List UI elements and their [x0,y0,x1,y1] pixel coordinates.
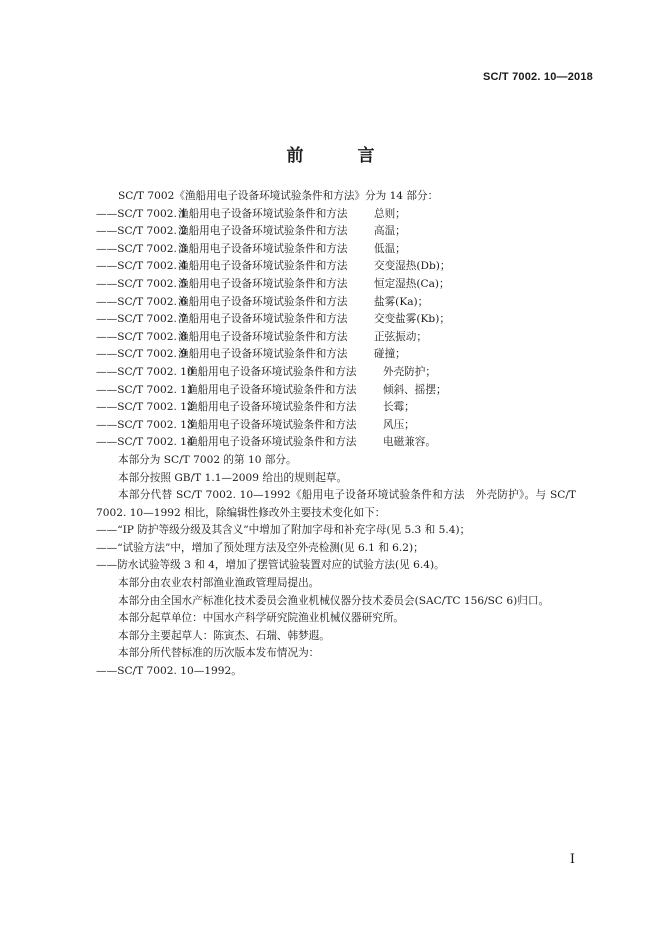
part-item [96,364,576,382]
part-test: 碰撞； [374,348,406,361]
series-intro: SC/T 7002《渔船用电子设备环境试验条件和方法》分为 14 部分： [118,190,439,202]
part-code: ——SC/T 7002. 14 [96,436,194,449]
part-name: 渔船用电子设备环境试验条件和方法 [178,295,348,308]
drafting-unit-statement: 本部分起草单位：中国水产科学研究院渔业机械仪器研究所。 [118,612,405,625]
history-list [96,663,576,681]
part-test: 交变湿热(Db)； [374,260,451,273]
part-name: 渔船用电子设备环境试验条件和方法 [187,418,357,431]
part-code: ——SC/T 7002. 1 [96,207,187,220]
part-name: 渔船用电子设备环境试验条件和方法 [178,260,348,273]
part-code: ——SC/T 7002. 2 [96,225,187,238]
part-name: 渔船用电子设备环境试验条件和方法 [178,313,348,326]
part-item [96,434,576,452]
part-item [96,382,576,400]
part-code: ——SC/T 7002. 4 [96,260,187,273]
part-name: 渔船用电子设备环境试验条件和方法 [178,330,348,343]
part-name: 渔船用电子设备环境试验条件和方法 [187,401,357,414]
part-of-statement: 本部分为 SC/T 7002 的第 10 部分。 [118,453,297,466]
part-name: 渔船用电子设备环境试验条件和方法 [187,383,357,396]
change-item: ——“IP 防护等级分级及其含义”中增加了附加字母和补充字母(见 5.3 和 5.4)； [96,524,471,537]
part-item [96,258,576,276]
part-code: ——SC/T 7002. 3 [96,242,187,255]
part-name: 渔船用电子设备环境试验条件和方法 [178,207,348,220]
part-name: 渔船用电子设备环境试验条件和方法 [187,365,357,378]
part-test: 外壳防护； [383,365,436,378]
history-intro: 本部分所代替标准的历次版本发布情况为： [118,647,320,660]
part-item [96,311,576,329]
part-name: 渔船用电子设备环境试验条件和方法 [178,242,348,255]
part-item [96,206,576,224]
part-item [96,241,576,259]
part-name: 渔船用电子设备环境试验条件和方法 [178,348,348,361]
part-item [96,417,576,435]
change-item: ——防水试验等级 3 和 4，增加了摆管试验装置对应的试验方法(见 6.4)。 [96,559,445,572]
part-name: 渔船用电子设备环境试验条件和方法 [178,225,348,238]
part-test: 长霉； [383,401,415,414]
foreword-title: 前 言 [286,146,399,166]
parts-list [96,206,576,452]
page-number: I [569,852,575,867]
part-name: 渔船用电子设备环境试验条件和方法 [178,277,348,290]
standard-code-header: SC/T 7002. 10—2018 [482,71,593,83]
part-code: ——SC/T 7002. 10 [96,365,194,378]
part-code: ——SC/T 7002. 5 [96,277,187,290]
history-item: ——SC/T 7002. 10—1992。 [96,665,242,678]
change-item: ——“试验方法”中，增加了预处理方法及空外壳检测(见 6.1 和 6.2)； [96,541,424,554]
part-test: 恒定湿热(Ca)； [374,277,450,290]
part-test: 高温； [374,225,406,238]
part-code: ——SC/T 7002. 11 [96,383,194,396]
part-test: 盐雾(Ka)； [374,295,429,308]
managed-by-statement: 本部分由全国水产标准化技术委员会渔业机械仪器分技术委员会(SAC/TC 156/SC 6)归口。 [118,594,550,607]
foreword-body [96,188,576,681]
part-code: ——SC/T 7002. 8 [96,330,187,343]
replaces-statement: 本部分代替 SC/T 7002. 10—1992《船用电子设备环境试验条件和方法 外壳防护》。与 SC/T 7002. 10—1992 相比，除编辑性修改外主要技术变化如下： [96,489,576,519]
part-test: 总则； [374,207,406,220]
part-test: 电磁兼容。 [383,436,436,449]
part-code: ——SC/T 7002. 9 [96,348,187,361]
part-code: ——SC/T 7002. 12 [96,401,194,414]
part-test: 正弦振动； [374,330,427,343]
part-item [96,276,576,294]
part-test: 风压； [383,418,415,431]
part-item [96,329,576,347]
part-item [96,346,576,364]
drafters-statement: 本部分主要起草人：陈寅杰、石瑞、韩梦遐。 [118,629,330,642]
part-test: 交变盐雾(Kb)； [374,313,450,326]
part-code: ——SC/T 7002. 7 [96,313,187,326]
part-code: ——SC/T 7002. 6 [96,295,187,308]
part-item [96,223,576,241]
drafting-rules-statement: 本部分按照 GB/T 1.1—2009 给出的规则起草。 [118,471,348,484]
part-name: 渔船用电子设备环境试验条件和方法 [187,436,357,449]
changes-list [96,522,576,575]
part-item [96,294,576,312]
part-test: 倾斜、摇摆； [383,383,447,396]
proposed-by-statement: 本部分由农业农村部渔业渔政管理局提出。 [118,577,320,590]
part-item [96,399,576,417]
part-code: ——SC/T 7002. 13 [96,418,194,431]
part-test: 低温； [374,242,406,255]
